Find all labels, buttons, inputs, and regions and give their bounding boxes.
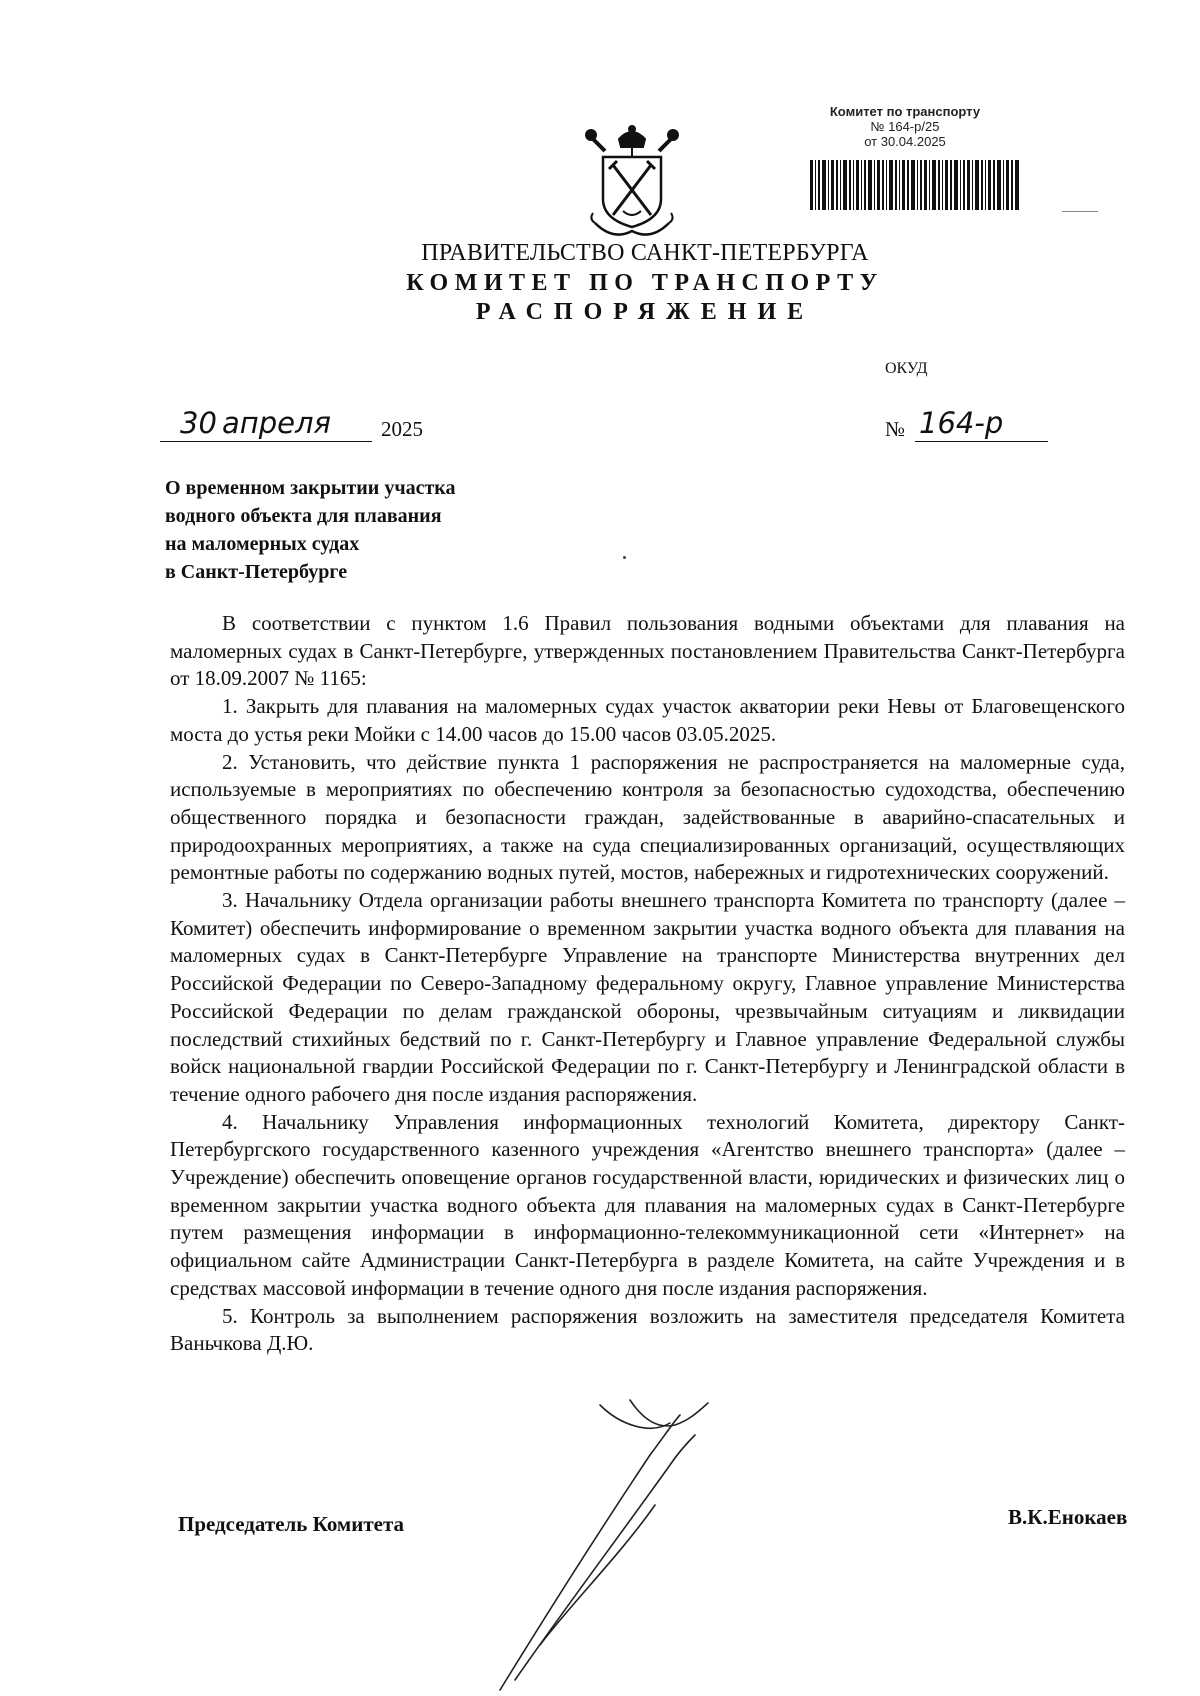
coat-of-arms-icon: [583, 123, 681, 241]
body-item-2: 2. Установить, что действие пункта 1 распоряжения не распространяется на маломерные суда, используемые в мероприятиях по обеспечению контроля за безопасностью судоходства, обеспечению общественного порядка и безопасности граждан, задействованные в аварийно-спасательных и природоохранных мероприятиях, а также на суда специализированных организаций, осуществляющих ремонтные работы по содержанию водных путей, мостов, набережных и гидротехнических сооружений.: [170, 749, 1125, 885]
registration-stamp: [800, 104, 1030, 149]
body-item-1: 1. Закрыть для плавания на маломерных судах участок акватории реки Невы от Благовещенского моста до устья реки Мойки с 14.00 часов до 15.00 часов 03.05.2025.: [170, 694, 1125, 746]
handwritten-signature-icon: [480, 1395, 780, 1695]
document-type-title: РАСПОРЯЖЕНИЕ: [475, 299, 815, 325]
document-date: [160, 406, 440, 450]
stamp-number: № 164-р/25: [870, 119, 940, 134]
okud-label: ОКУД: [885, 360, 928, 377]
subject-line: водного объекта для плавания: [165, 505, 442, 527]
body-item-4: 4. Начальнику Управления информационных технологий Комитета, директору Санкт-Петербургского государственного казенного учреждения «Агентство внешнего транспорта» (далее – Учреждение) обеспечить оповещение органов государственной власти, юридических и физических лиц о временном закрытии участка водного объекта для плавания на маломерных судах в Санкт-Петербурге путем размещения информации в информационно-телекоммуникационной сети «Интернет» на официальном сайте Администрации Санкт-Петербурга в разделе Комитета, на сайте Учреждения и в средствах массовой информации в течение одного дня после издания распоряжения.: [170, 1109, 1125, 1300]
document-body: [170, 610, 1125, 1358]
subject-line: О временном закрытии участка: [165, 477, 456, 499]
document-number: [885, 406, 1055, 450]
signatory-title: Председатель Комитета: [178, 1512, 405, 1536]
number-underline: [915, 441, 1048, 442]
committee-title: КОМИТЕТ ПО ТРАНСПОРТУ: [406, 270, 884, 296]
subject-line: в Санкт-Петербурге: [165, 561, 348, 583]
date-underline: [160, 441, 372, 442]
scan-dot: [623, 556, 626, 559]
stamp-organization: Комитет по транспорту: [829, 104, 981, 119]
barcode-icon: [810, 160, 1020, 210]
body-item-3: 3. Начальнику Отдела организации работы внешнего транспорта Комитета по транспорту (далее – Комитет) обеспечить информирование о временном закрытии участка водного объекта для плавания на маломерных судах в Санкт-Петербурге Управление на транспорте Министерства внутренних дел Российской Федерации по Северо-Западному федеральному округу, Главное управление Министерства Российской Федерации по делам гражданской обороны, чрезвычайным ситуациям и ликвидации последствий стихийных бедствий по г. Санкт-Петербургу и Главное управление Федеральной службы войск национальной гвардии Российской Федерации по г. Санкт-Петербургу и Ленинградской области в течение одного рабочего дня после издания распоряжения.: [170, 888, 1125, 1106]
date-month-handwritten: апреля: [222, 406, 331, 440]
document-subject: [165, 474, 456, 586]
signatory-name: В.К.Енокаев: [1008, 1505, 1128, 1529]
stamp-dash-line: [1062, 211, 1098, 212]
body-item-5: 5. Контроль за выполнением распоряжения возложить на заместителя председателя Комитета Ваньчкова Д.Ю.: [170, 1303, 1125, 1356]
stamp-date: от 30.04.2025: [864, 134, 946, 149]
number-label: №: [885, 417, 906, 441]
date-day-handwritten: 30: [180, 406, 217, 440]
body-intro-paragraph: В соответствии с пунктом 1.6 Правил пользования водными объектами для плавания на маломерных судах в Санкт-Петербурге, утвержденных постановлением Правительства Санкт-Петербурга от 18.09.2007 № 1165:: [170, 611, 1125, 691]
government-title: ПРАВИТЕЛЬСТВО САНКТ-ПЕТЕРБУРГА: [421, 240, 869, 266]
date-year: 2025: [381, 417, 423, 441]
subject-line: на маломерных судах: [165, 533, 360, 555]
number-value-handwritten: 164-р: [919, 406, 1004, 440]
